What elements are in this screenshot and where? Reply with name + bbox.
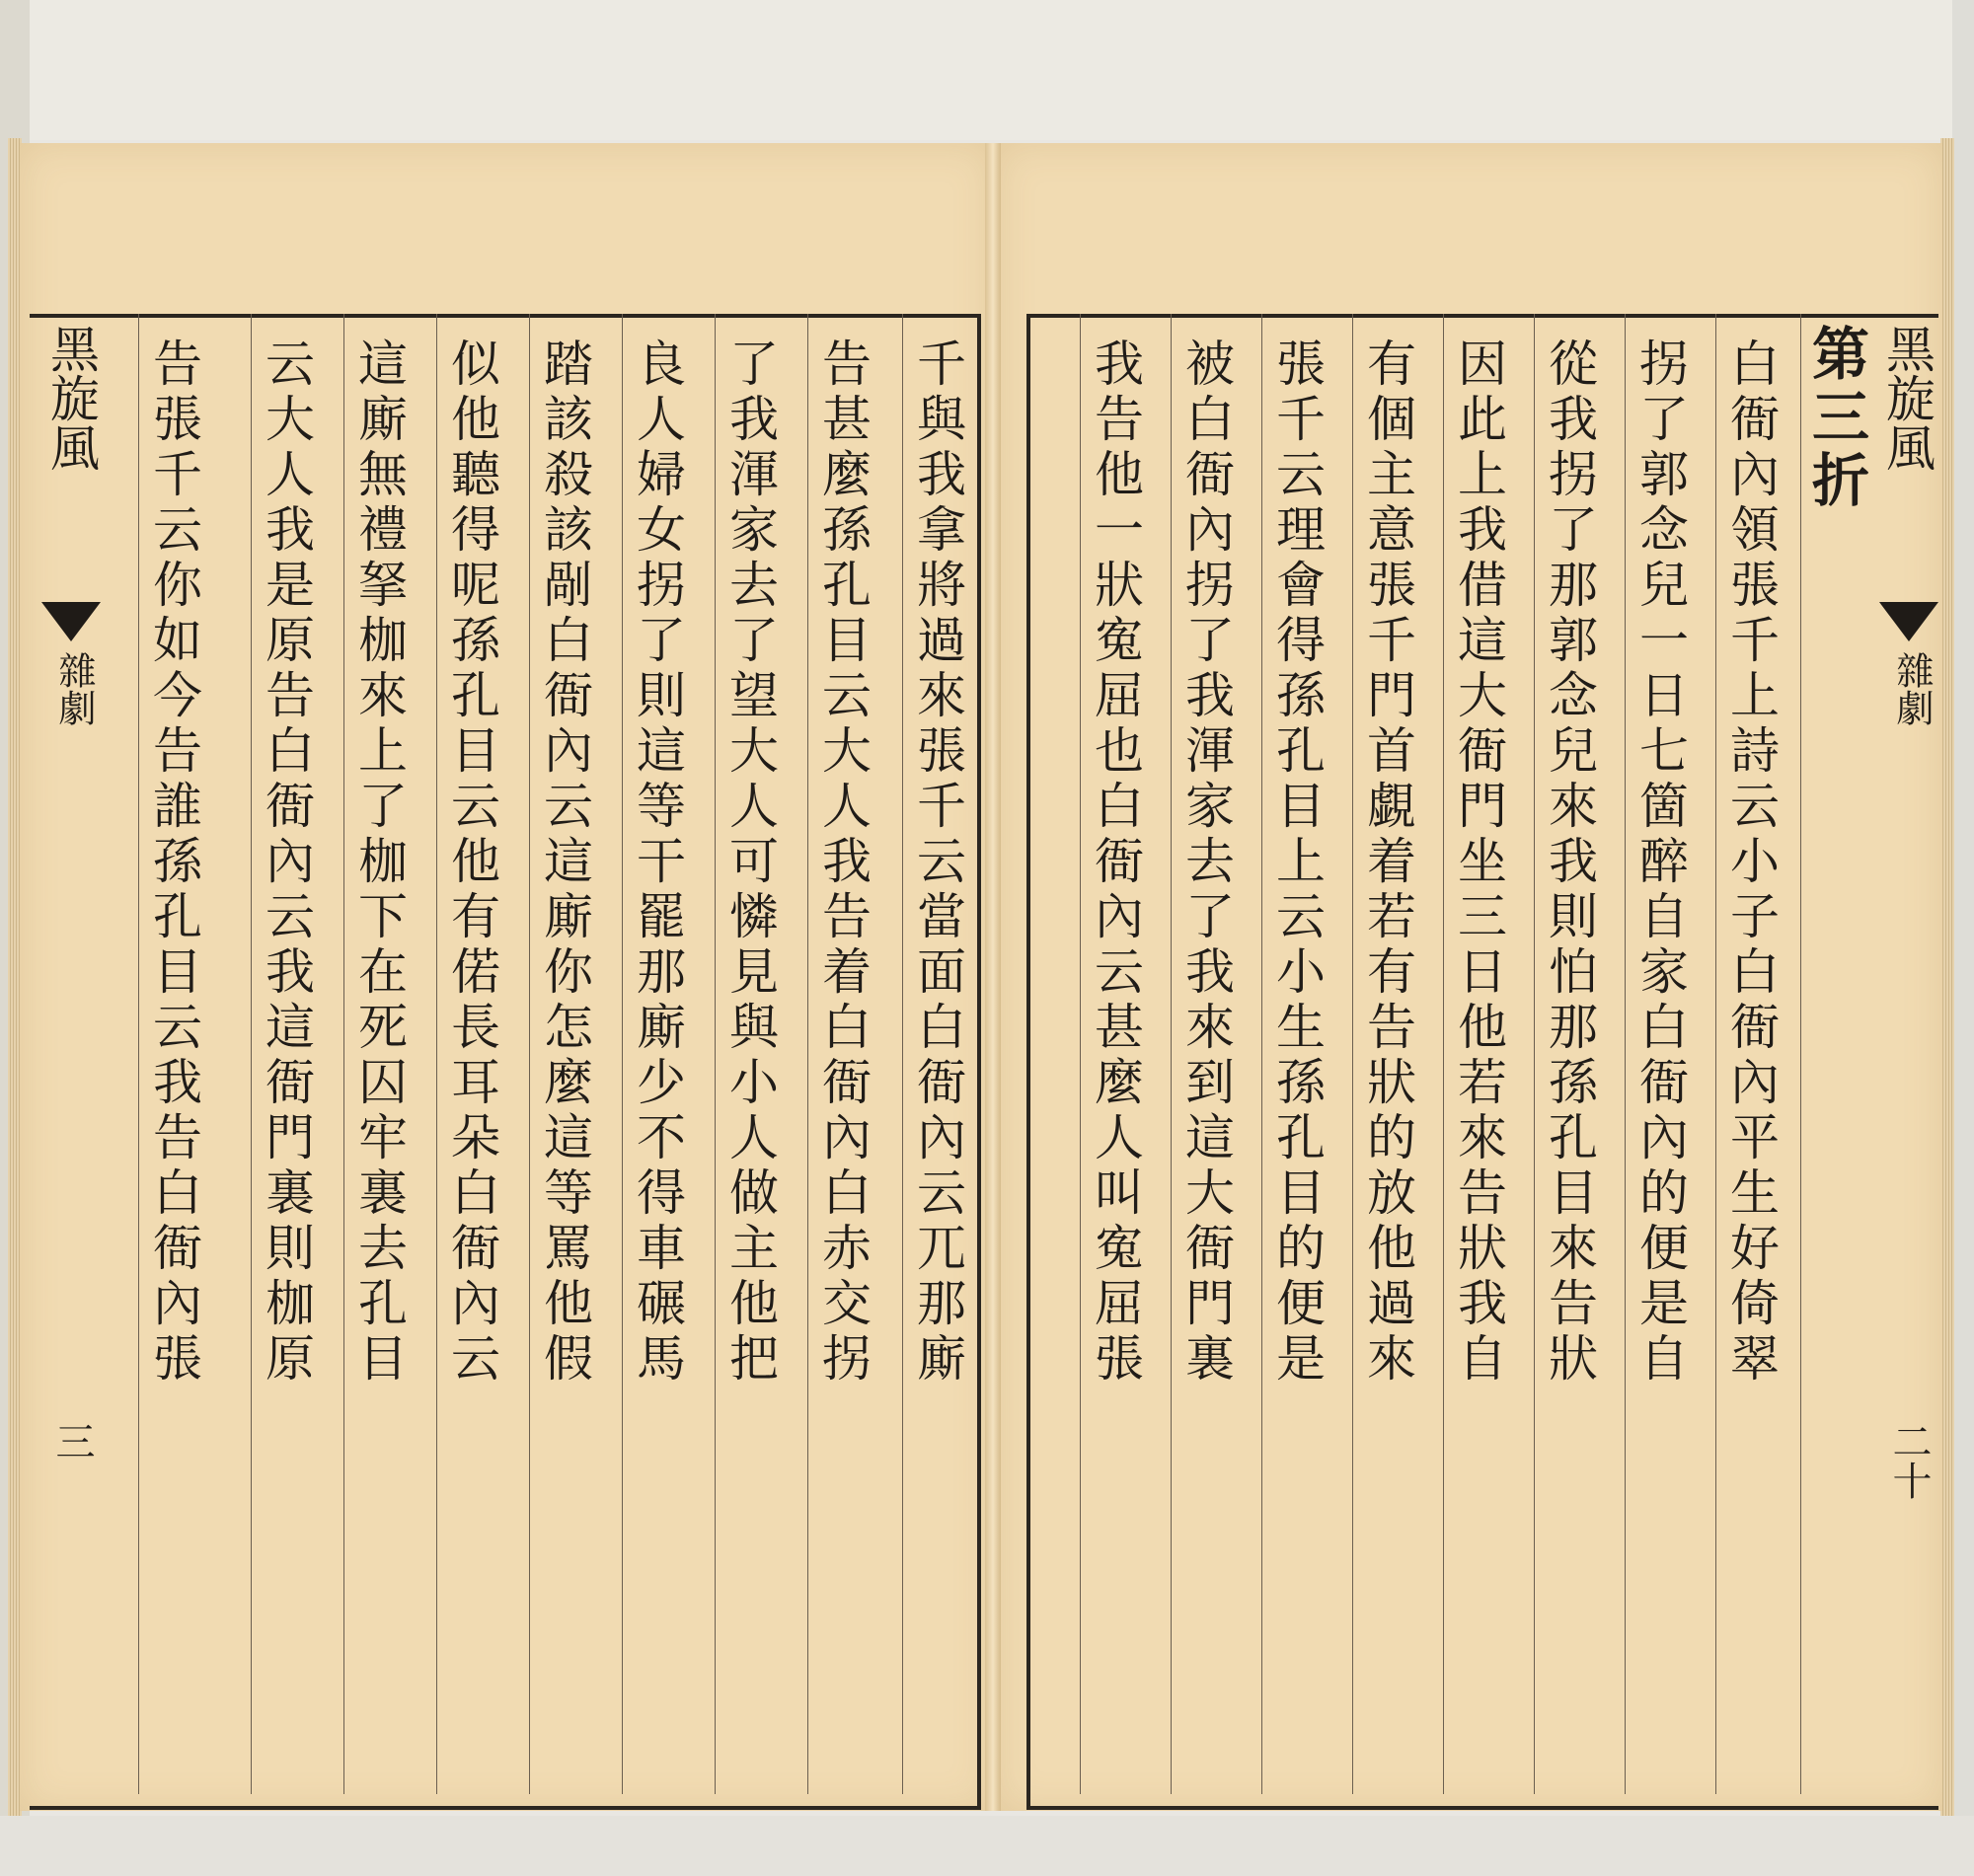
left-col-3: 了我渾家去了望大人可憐見與小人做主他把 [715,314,786,1794]
right-col-1: 白衙內領張千上詩云小子白衙內平生好倚翠 [1715,314,1786,1794]
left-fishtail-mark [41,602,101,641]
left-col-5: 踏該殺該剮白衙內云這廝你怎麼這等罵他假 [529,314,600,1794]
right-col-2: 拐了郭念兒一日七箇醉自家白衙內的便是自 [1625,314,1696,1794]
right-col-6: 張千云理會得孫孔目上云小生孫孔目的便是 [1261,314,1332,1794]
right-margin-title: 黑旋風 [1878,324,1936,472]
book-cover-bottom [0,1816,1974,1876]
right-margin-column [1875,314,1938,1794]
page-edges-right [1940,138,1954,1816]
right-folio-number: 二十 [1886,1421,1932,1500]
left-col-9: 告張千云你如今告誰孫孔目云我告白衙內張 [138,314,209,1794]
book-cover-top [30,0,1954,140]
left-margin-category: 雜劇 [52,651,96,726]
left-folio-number: 三 [49,1421,95,1461]
right-fishtail-mark [1879,602,1938,641]
left-col-7: 這廝無禮拏枷來上了枷下在死囚牢裏去孔目 [343,314,415,1794]
left-margin-title: 黑旋風 [42,324,100,472]
right-col-7: 被白衙內拐了我渾家去了我來到這大衙門裏 [1171,314,1242,1794]
left-col-6: 似他聽得呢孫孔目云他有偌長耳朵白衙內云 [436,314,507,1794]
left-col-1: 千與我拿將過來張千云當面白衙內云兀那廝 [902,314,973,1794]
book-cover-right-edge [1952,0,1974,1876]
left-margin-column [39,314,103,1794]
right-margin-category: 雜劇 [1890,651,1934,726]
left-col-8: 云大人我是原告白衙內云我這衙門裏則枷原 [251,314,322,1794]
right-col-4: 因此上我借這大衙門坐三日他若來告狀我自 [1443,314,1514,1794]
act-heading: 第三折 [1800,314,1871,1794]
book-gutter [985,143,1001,1811]
left-col-2: 告甚麼孫孔目云大人我告着白衙內白赤交拐 [807,314,878,1794]
right-col-5: 有個主意張千門首覷着若有告狀的放他過來 [1352,314,1423,1794]
right-col-8: 我告他一狀寃屈也白衙內云甚麼人叫寃屈張 [1080,314,1151,1794]
left-col-4: 良人婦女拐了則這等干罷那廝少不得車碾馬 [622,314,693,1794]
right-col-3: 從我拐了那郭念兒來我則怕那孫孔目來告狀 [1534,314,1605,1794]
